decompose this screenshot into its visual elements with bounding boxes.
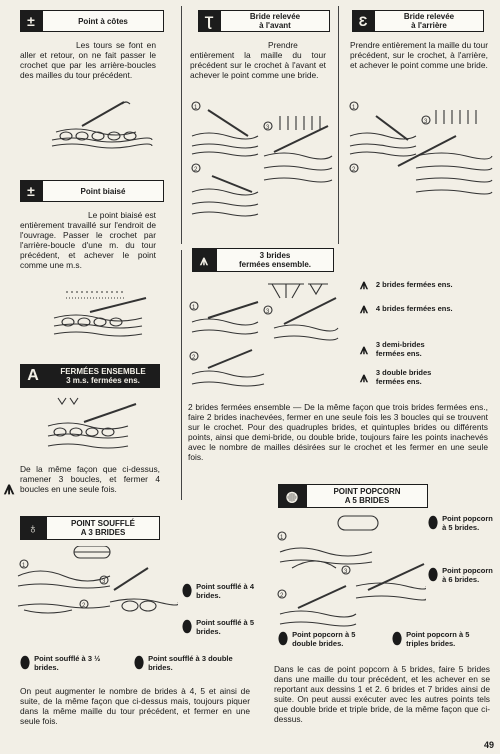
section-title-box: [306, 484, 428, 508]
section-header-point-a-cotes: [20, 10, 164, 32]
crochet-diagram-biaise: [46, 282, 166, 342]
instructions-text: Prendre entièrement la maille du tour précédent, sur le crochet, à l'arrière, et achever le point comme une bride.: [350, 40, 488, 70]
svg-text:2: 2: [352, 167, 356, 173]
section-title-line1: POINT SOUFFLÉ: [71, 519, 135, 528]
bobble-stitch-icon: ⬮: [134, 654, 145, 672]
instructions-text: Les tours se font en aller et retour, on ne fait passer le crochet que par les arrière-boucles des mailles du tour précédent.: [20, 40, 156, 80]
instructions-text: Prendre entièrement la maille du tour précédent sur le crochet à l'avant et achever le point comme une bride.: [190, 40, 326, 80]
section-header-3-brides-fermees: [192, 248, 334, 272]
section-title-line2: A 5 BRIDES: [344, 496, 390, 505]
svg-text:2: 2: [194, 167, 198, 173]
section-title: Point à côtes: [42, 10, 164, 32]
stitch-symbol-icon: ⩚: [360, 300, 368, 316]
section-title-line1: 3 brides: [259, 251, 291, 260]
legend-4-brides: [360, 300, 453, 316]
legend-souffle-3-double-brides: [134, 654, 254, 672]
section-title-line2: à l'arrière: [411, 21, 447, 30]
svg-text:1: 1: [192, 305, 196, 311]
popcorn-stitch-icon: ◍: [278, 484, 306, 508]
stitch-symbol-icon: ±: [20, 10, 42, 32]
svg-text:1: 1: [352, 105, 356, 111]
instructions-text: Le point biaisé est entièrement travaillé sur l'endroit de l'ouvrage. Passer le crochet par l'arrière-boucle d'une m. du tour précédent, et achever le point comme une m.s.: [20, 210, 156, 270]
crochet-diagram-bride-arriere: [346, 96, 494, 226]
legend-3-demi-brides: [360, 340, 442, 358]
bobble-stitch-icon: ⬮: [182, 582, 193, 600]
column-divider-2: [338, 6, 339, 244]
bobble-stitch-icon: ⬮: [20, 654, 31, 672]
section-header-bride-arriere: [352, 10, 484, 32]
triple-stitch-icon: ⩚: [192, 248, 216, 272]
legend-label: 3 demi-brides fermées ens.: [375, 340, 425, 358]
section-title-box: [374, 10, 484, 32]
legend-souffle-5-brides: [182, 618, 262, 636]
svg-text:3: 3: [266, 309, 270, 315]
svg-text:2: 2: [192, 355, 196, 361]
section-title-line1: Bride relevée: [249, 12, 301, 21]
section-title-line2: A 3 BRIDES: [80, 528, 126, 537]
hook-stitch-icon: Ʈ: [198, 10, 220, 32]
legend-souffle-4-brides: [182, 582, 262, 600]
legend-label: 4 brides fermées ens.: [375, 304, 453, 313]
svg-text:3: 3: [102, 579, 106, 585]
section-header-fermees-ensemble: [20, 364, 160, 388]
legend-popcorn-5-triples-brides: [392, 630, 490, 648]
section-title-line1: FERMÉES ENSEMBLE: [60, 367, 146, 376]
crochet-diagram-popcorn: [276, 514, 426, 632]
popcorn-stitch-icon: ⬮: [428, 514, 439, 532]
svg-text:3: 3: [344, 569, 348, 575]
section-title-box: [220, 10, 330, 32]
legend-popcorn-5-double-brides: [278, 630, 376, 648]
legend-2-brides: [360, 276, 453, 292]
svg-text:3: 3: [424, 119, 428, 125]
page-number: 49: [483, 740, 494, 750]
svg-text:1: 1: [22, 563, 26, 569]
legend-label: Point popcorn à 5 brides.: [442, 514, 493, 532]
legend-popcorn-5-brides: [428, 514, 496, 532]
instructions-text: 2 brides fermées ensemble — De la même façon que trois brides fermées ens., faire 2 brides inachevées, fermer en une seule fois les 3 boucles qui se trouvent sur le crochet. Pour des quadruples brides, et quintuples brides ou différents points, ainsi que demi-bride, ou double bride, toujours faire les points inachevés avec le nombre de mailles désirées sur le crochet et les fermer en une seule fois.: [188, 402, 488, 462]
section-header-point-biaise: [20, 180, 164, 202]
section-title-box: [46, 516, 160, 540]
svg-text:2: 2: [280, 593, 284, 599]
legend-label: Point soufflé à 5 brides.: [196, 618, 254, 636]
triangle-stitch-icon: A: [20, 364, 46, 388]
column-divider-3: [181, 250, 182, 500]
section-header-point-souffle: [20, 516, 160, 540]
svg-text:1: 1: [194, 105, 198, 111]
svg-text:2: 2: [82, 603, 86, 609]
stitch-symbol-icon: ⩚: [360, 368, 368, 385]
popcorn-stitch-icon: ⬮: [428, 566, 439, 584]
popcorn-stitch-icon: ⬮: [392, 630, 403, 648]
legend-label: 2 brides fermées ens.: [375, 280, 453, 289]
legend-label: 3 double brides fermées ens.: [375, 368, 432, 386]
crochet-diagram-fermees: [38, 392, 148, 458]
stitch-symbol-icon: ⩚: [360, 340, 368, 357]
legend-3-double-brides: [360, 368, 446, 386]
legend-label: Point soufflé à 3 double brides.: [148, 654, 233, 672]
section-title-box: [216, 248, 334, 272]
section-header-point-popcorn: [278, 484, 428, 508]
stitch-symbol-icon: ±: [20, 180, 42, 202]
crochet-diagram-souffle: [14, 546, 178, 626]
popcorn-stitch-icon: ⬮: [278, 630, 289, 648]
crochet-diagram-3-brides: [188, 278, 344, 396]
hook-stitch-icon: Ɛ: [352, 10, 374, 32]
instructions-text: De la même façon que ci-dessus, ramener 3 boucles, et fermer 4 boucles en une seule fois.: [20, 464, 160, 494]
instructions-text: Dans le cas de point popcorn à 5 brides, faire 5 brides dans une maille du tour précédent, et les achever en se reportant aux dessins 1 et 2. 6 brides et 7 brides ainsi de suite. On peut aussi exécuter avec les autres points tels que double bride et triple bride, de la même façon que ci-dessus.: [274, 664, 490, 724]
legend-label: Point soufflé à 3 ½ brides.: [34, 654, 101, 672]
legend-label: Point popcorn à 6 brides.: [442, 566, 493, 584]
section-title-line2: 3 m.s. fermées ens.: [66, 376, 140, 385]
section-title-line1: POINT POPCORN: [333, 487, 401, 496]
column-divider-1: [181, 6, 182, 244]
legend-popcorn-6-brides: [428, 566, 496, 584]
bobble-stitch-icon: ♁: [20, 516, 46, 540]
legend-label: Point popcorn à 5 triples brides.: [406, 630, 470, 648]
legend-label: Point soufflé à 4 brides.: [196, 582, 254, 600]
triangle-stitch-icon: ⩚: [4, 478, 15, 498]
section-title-line1: Bride relevée: [403, 12, 455, 21]
svg-text:3: 3: [266, 125, 270, 131]
legend-souffle-3-demi-brides: [20, 654, 120, 672]
section-header-bride-avant: [198, 10, 330, 32]
stitch-symbol-icon: ⩚: [360, 276, 368, 292]
instructions-text: On peut augmenter le nombre de brides à 4, 5 et ainsi de suite, de la même façon que ci-dessus mais, toujours piquer dans la même maille du tour précédent, et fermer en une seule fois.: [20, 686, 250, 726]
section-title: Point biaisé: [42, 180, 164, 202]
bobble-stitch-icon: ⬮: [182, 618, 193, 636]
svg-text:1: 1: [280, 535, 284, 541]
section-title-box: [46, 364, 160, 388]
section-title-line2: fermées ensemble.: [238, 260, 312, 269]
section-title-line2: à l'avant: [259, 21, 291, 30]
crochet-diagram-bride-avant: [188, 96, 334, 226]
legend-label: Point popcorn à 5 double brides.: [292, 630, 356, 648]
crochet-diagram-cotes: [42, 96, 162, 156]
